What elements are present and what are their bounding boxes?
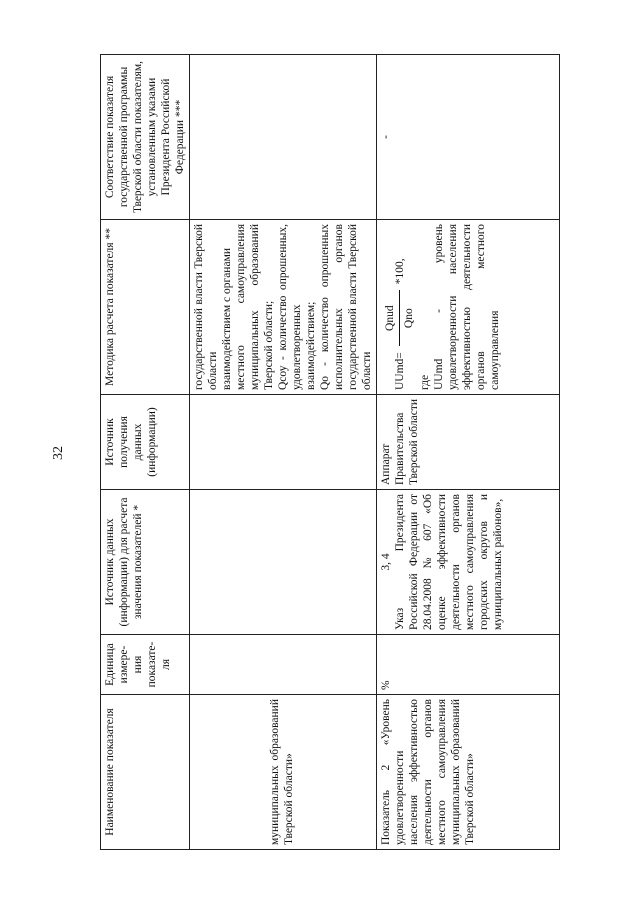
row1-data-source <box>190 490 377 635</box>
row1-compliance <box>190 55 377 220</box>
row2-name: Показатель 2 «Уровень удовлетворенности населения эффективностью деятельности органов местного самоуправления муниципальных образований Тверской области» <box>377 695 560 850</box>
row1-unit <box>190 635 377 695</box>
header-unit: Единица измере-ния показате-ля <box>101 635 190 695</box>
header-data-source: Источник данных (информации) для расчета значения показателей * <box>101 490 190 635</box>
row2-info-source: Аппарат Правительства Тверской области <box>377 395 560 490</box>
header-info-source: Источник получения данных (информации) <box>101 395 190 490</box>
table-row <box>377 55 560 850</box>
row1-info-source <box>190 395 377 490</box>
formula: UUmd= Qnud Qno *100, <box>384 258 416 390</box>
table-row <box>190 55 377 850</box>
indicator-table <box>100 54 560 850</box>
row1-name: муниципальных образований Тверской области» <box>190 695 377 850</box>
row2-unit: % <box>377 635 560 695</box>
row2-compliance: - <box>377 55 560 220</box>
rotated-table-container <box>100 55 560 850</box>
header-compliance: Соответствие показателя государственной программы Тверской области показателям, установленным указами Президента Российской Федерации *** <box>101 55 190 220</box>
header-name: Наименование показателя <box>101 695 190 850</box>
row2-data-source: 3, 4 Указ Президента Российской Федерации от 28.04.2008 № 607 «Об оценке эффективности деятельности органов местного самоуправления городских округов и муниципальных районов», <box>377 490 560 635</box>
row2-method: UUmd= Qnud Qno *100, где UUmd - уровень удовлетворенности населения эффективностью деятельности органов местного самоуправления <box>377 220 560 395</box>
header-row <box>101 55 190 850</box>
header-method: Методика расчета показателя ** <box>101 220 190 395</box>
page-number: 32 <box>51 446 66 460</box>
row1-method: государственной власти Тверской области взаимодействием с органами местного самоуправления муниципальных образований Тверской области; Qсоу - количество опрошенных, удовлетворенных взаимодействием; Qо - количество опрошенных исполнительных органов государственной власти Тверской области <box>190 220 377 395</box>
